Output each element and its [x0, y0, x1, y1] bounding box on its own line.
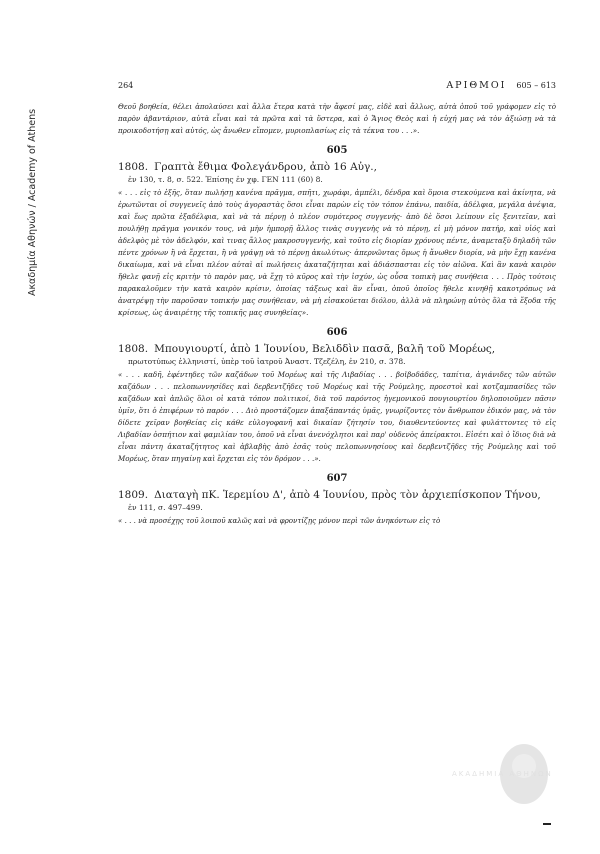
- section-605: [118, 145, 556, 319]
- entry-quote: « . . . εἰς τὸ ἑξῆς, ὅταν πωλήσῃ κανένα πρᾶγμα, σπῆτι, χωράφι, ἀμπέλι, δένδρα καὶ ὅμοια στεκούμενα καὶ ἀκίνητα, νὰ ἐρωτῶνται οἱ συγγενεῖς ἀπὸ τοὺς ἀγοραστὰς ὅσοι εἶναι παρὼν εἰς τὸν τόπον ἐπάνω, παιδία, ἀδέλφια, μεγάλα ἀνέψια, καὶ ἕως πρῶτα ἐξαδέλφια, καὶ νὰ τὰ πέρνῃ ὁ πλέον συμότερος συγγενής· ἀπὸ δὲ ὅσοι λείπουν εἰς ξενιτεῖαν, καὶ πουλήθῃ πρᾶγμα γονικόν τους, νὰ μὴν ἠμπορῇ ἄλλος τινὰς συγγενὴς νὰ τὸ πέρνῃ, εἰ μὴ μόνον πατήρ, καὶ υἱός καὶ ἀδελφὸς μὲ τὸν ἀδελφόν, καὶ τινας ἄλλος μακροσυγγενής, καὶ τοῦτο εἰς διορίαν χρόνους πέντε, ἀναμεταξὺ δηλαδὴ τῶν πέντε χρόνων ἢ νὰ ἔρχεται, ἢ νὰ γράψῃ νὰ τὸ πέρνῃ ἀκωλύτως· ἀπερνῶντας ὅμως ἡ ἄνωθεν διορία, νὰ μὴν ἔχῃ κανένα δικαίωμα, καὶ νὰ εἶναι πλέον αὐταὶ αἱ πωλήσεις ἀκαταζήτηται καὶ ἀδιάσπασται εἰς τὸν αἰῶνα. Καὶ ἂν κανὰ καιρὸν ἤθελε φανῇ εἰς κριτὴν τὸ παρὸν μας, νὰ ἔχῃ τὸ κῦρος καὶ τὴν ἰσχύν, ὡς οὖσα τοπικὴ μας συνήθεια . . . Πρὸς τούτοις παρακαλοῦμεν τὴν κατὰ καιρὸν κρίσιν, ὁποίας τάξεως καὶ ἂν εἶναι, ὁποῦ ὁποῖος ἤθελε κινηθῇ κακοτρόπως νὰ ἀνατρέψῃ τὴν παροῦσαν τοπικήν μας συνήθειαν, νὰ μὴ εἰσακούεται διόλου, ἀλλὰ νὰ πληρώνῃ αὐτὸς ὅλα τὰ ἔξοδα τῆς κρίσεως, ὡς ἀναιρέτης τῆς τοπικῆς μας συνηθείας».: [118, 188, 556, 317]
- section-number: 606: [326, 327, 348, 338]
- entry-heading: [118, 489, 556, 502]
- entry-quote: « . . . νὰ προσέχῃς τοῦ λοιποῦ καλῶς καὶ νὰ φροντίζῃς μόνον περὶ τῶν ἀνηκόντων εἰς τὸ: [118, 516, 441, 525]
- entry-reference: πρωτοτύπως ἑλληνιστί, ὑπὲρ τοῦ ἰατροῦ Ἀναστ. Τζεζέλη, ἐν 210, σ. 378.: [128, 357, 406, 366]
- intro-paragraph: Θεοῦ βοηθεία, θέλει ἀπολαύσει καὶ ἄλλα ἕτερα κατὰ τὴν ἄφεσί μας, εἰδὲ καὶ ἄλλως, αὐτὰ ὁποῦ τοῦ γράφομεν εἰς τὸ παρὸν ἀβαντάριον, αὐτὰ εἶναι καὶ τὰ πρῶτα καὶ τὰ ὕστερα, καὶ ὁ Ἅγιος Θεὸς καὶ ἡ εὐχή μας νὰ τὸν ἀξιώσῃ νὰ τὰ προικοδοτήσῃ καὶ αὐτός, ὡς ἄνωθεν εἴπομεν, μυριοπλασίως εἰς τὰ τέκνα του . . .».: [118, 102, 556, 135]
- section-606: [118, 327, 556, 465]
- running-title: ΑΡΙΘΜΟΙ: [446, 80, 507, 91]
- section-number: 607: [326, 473, 348, 484]
- page: [118, 80, 556, 527]
- page-number: 264: [118, 81, 134, 90]
- entry-title: Μπουγιουρτί, ἀπὸ 1 Ἰουνίου, Βελιδδὶν πασᾶ, βαλῆ τοῦ Μορέως,: [154, 343, 496, 355]
- section-number: 605: [326, 145, 348, 156]
- entry-range: 605 – 613: [516, 81, 556, 90]
- section-607: [118, 473, 556, 527]
- entry-year: 1808.: [118, 161, 149, 173]
- sidebar-text: Ακαδημία Αθηνών / Academy of Athens: [27, 108, 39, 297]
- entry-year: 1808.: [118, 343, 149, 355]
- entry-reference: ἐν 111, σ. 497–499.: [128, 503, 203, 512]
- entry-heading: [118, 343, 556, 356]
- page-mark: [543, 823, 551, 825]
- archive-sidebar: [26, 30, 40, 375]
- watermark-text: ΑΚΑΔΗΜΙΑ ΑΘΗΝΩΝ: [452, 770, 553, 778]
- entry-heading: [118, 161, 556, 174]
- academy-watermark: [452, 740, 558, 810]
- running-header: [118, 80, 556, 91]
- entry-reference: ἐν 130, τ. 8, σ. 522. Ἐπίσης ἐν χφ. ΓΕΝ 111 (60) 8.: [128, 175, 323, 184]
- entry-quote: « . . . καδῆ, ἐφέντηδες τῶν καζάδων τοῦ Μορέως καὶ τῆς Λιβαδίας . . . βοϊβοδάδες, ταπίτια, ἀγιάνιδες τῶν αὐτῶν καζάδων . . . πελοπωννησίδες καὶ δερβεντζῆδες τοῦ Μορέως καὶ τῆς Ρούμελης, προεστοὶ καὶ κοτζαμπασίδες τῶν καζάδων καὶ ἁπλῶς ὅλοι οἱ κατὰ τόπον πολιτικοί, διὰ τοῦ παρόντος ἡγεμονικοῦ πουγιουρτίου δηλοποιοῦμεν πᾶσιν ὑμῖν, ὅτι ὁ ἐπιφέρων τὸ παρόν . . . Διὸ προστάζομεν ἀπαξάπαντάς ὑμᾶς, γνωρίζοντες τὸν ἄνθρωπον ἐδικόν μας, νὰ τὸν δίδετε χεῖραν βοηθείας εἰς κάθε εὐλογοφανῆ καὶ δικαίαν ζήτησίν του, διαυθεντεύοντες καὶ φυλάττοντες τὸ εἰς Λιβαδίαν ὀσπήτιον καὶ φαμιλίαν του, ὁποῦ νὰ εἶναι ἀνενόχλητοι καὶ παρ' οὐδενὸς ἀπείρακτοι. Εἰσέτι καὶ ὁ ἴδιος διὰ νὰ εἶναι πάντη ἀκαταζήτητος καὶ ἀβλαβὴς ἀπὸ ἐσᾶς τοὺς πελοπωννησίους καὶ δερβεντζῆδες τῆς Ρούμελης καὶ τοῦ Μορέως, ὅταν πηγαίνῃ καὶ ἔρχεται εἰς τὸν δρόμον . . .».: [118, 370, 556, 463]
- entry-title: Γραπτὰ ἔθιμα Φολεγάνδρου, ἀπὸ 16 Αὐγ.,: [154, 161, 377, 173]
- entry-year: 1809.: [118, 489, 149, 501]
- entry-title: Διαταγὴ πΚ. Ἱερεμίου Δ', ἀπὸ 4 Ἰουνίου, πρὸς τὸν ἀρχιεπίσκοπον Τήνου,: [154, 489, 541, 501]
